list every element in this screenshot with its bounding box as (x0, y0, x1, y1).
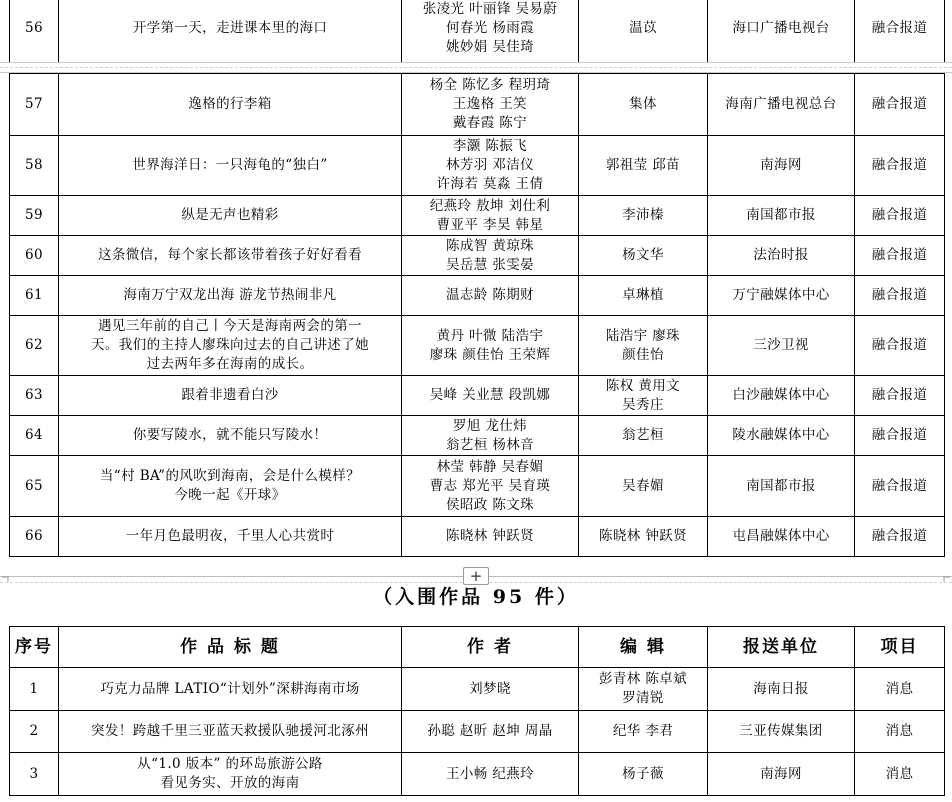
shortlisted-works-table (9, 626, 945, 796)
table-row (10, 136, 945, 196)
cell-no: 63 (10, 376, 59, 416)
cell-unit: 南国都市报 (708, 196, 855, 236)
cell-authors-line: 陈晓林 钟跃贤 (445, 528, 535, 544)
cell-editor-line: 罗清锐 (622, 690, 664, 706)
header-editor: 编 辑 (579, 627, 708, 668)
page-corner-marker-left (2, 574, 10, 582)
cell-authors-line: 王小畅 纪燕玲 (445, 765, 535, 782)
cell-authors (402, 136, 579, 196)
table-row (10, 711, 945, 753)
cell-authors-line: 纪燕玲 敖坤 刘仕利 (429, 197, 551, 214)
cell-authors-line: 曹亚平 李昊 韩星 (436, 216, 544, 233)
cell-editor-line: 纪华 李君 (612, 723, 674, 739)
header-category: 项目 (855, 627, 945, 668)
cell-category: 融合报道 (855, 456, 945, 517)
cell-authors (402, 668, 579, 711)
cell-unit: 海口广播电视台 (708, 0, 855, 67)
cell-title (59, 416, 402, 456)
cell-authors-line: 林莹 韩静 吴春媚 (436, 458, 544, 475)
cell-editor-line: 彭青林 陈卓斌 (598, 671, 688, 687)
table-row (10, 196, 945, 236)
table-row (10, 316, 945, 376)
cell-authors-line: 侯昭政 陈文珠 (445, 496, 535, 513)
cell-authors-line: 翁艺桓 杨林音 (445, 436, 535, 453)
cell-no: 62 (10, 316, 59, 376)
cell-authors-line: 戴春霞 陈宁 (452, 115, 528, 131)
cell-no: 2 (10, 711, 59, 753)
cell-no: 64 (10, 416, 59, 456)
cell-authors-line: 杨全 陈忆多 程玥琦 (429, 77, 551, 93)
cell-editor (579, 456, 708, 517)
cell-editor (579, 136, 708, 196)
cell-editor (579, 376, 708, 416)
cell-authors-line: 廖珠 颜佳怡 王荣辉 (429, 346, 551, 363)
header-title: 作 品 标 题 (59, 627, 402, 668)
page-separator (0, 62, 952, 73)
cell-no: 56 (10, 0, 59, 67)
cell-authors-line: 姚妙娟 吴佳琦 (445, 38, 535, 55)
header-unit: 报送单位 (708, 627, 855, 668)
cell-authors (402, 196, 579, 236)
cell-authors-line: 温志龄 陈期财 (445, 287, 535, 303)
cell-no: 61 (10, 276, 59, 316)
table-row (10, 74, 945, 136)
cell-no: 65 (10, 456, 59, 517)
cell-authors (402, 753, 579, 796)
cell-editor (579, 668, 708, 711)
cell-authors-line: 孙聪 赵昕 赵坤 周晶 (427, 723, 553, 739)
table-row (10, 668, 945, 711)
shortlist-section-title: （入围作品 95 件） (373, 586, 579, 608)
cell-editor-line: 卓琳植 (622, 287, 664, 303)
cell-unit: 海南广播电视总台 (708, 74, 855, 136)
cell-authors-line: 罗旭 龙仕炜 (452, 417, 528, 434)
table-row (10, 0, 945, 67)
cell-category: 融合报道 (855, 276, 945, 316)
cell-title-line: 过去两年多在海南的成长。 (146, 356, 314, 372)
cell-no: 57 (10, 74, 59, 136)
cell-title (59, 0, 402, 67)
cell-unit: 法治时报 (708, 236, 855, 276)
cell-editor-line: 颜佳怡 (622, 346, 664, 363)
cell-unit: 三亚传媒集团 (708, 711, 855, 753)
cell-authors-line: 吴峰 关业慧 段凯娜 (429, 387, 551, 403)
cell-category: 融合报道 (855, 136, 945, 196)
table-row (10, 753, 945, 796)
cell-authors-line: 陈成智 黄琼珠 (445, 237, 535, 254)
cell-title (59, 196, 402, 236)
cell-title-line: 今晚一起《开球》 (174, 487, 286, 503)
cell-editor-line: 杨文华 (622, 247, 664, 263)
cell-editor (579, 0, 708, 67)
cell-title-line: 纵是无声也精彩 (181, 207, 279, 223)
cell-authors-line: 许海若 莫淼 王倩 (436, 176, 544, 192)
cell-editor-line: 陆浩宇 廖珠 (605, 327, 681, 344)
cell-unit: 万宁融媒体中心 (708, 276, 855, 316)
cell-no: 58 (10, 136, 59, 196)
cell-unit: 南国都市报 (708, 456, 855, 517)
cell-authors-line: 黄丹 叶微 陆浩宇 (436, 327, 544, 344)
cell-title-line: 你要写陵水，就不能只写陵水！ (132, 427, 328, 443)
cell-title-line: 这条微信，每个家长都该带着孩子好好看看 (97, 247, 363, 263)
cell-no: 3 (10, 753, 59, 796)
cell-editor-line: 杨子薇 (622, 765, 664, 782)
cell-authors-line: 刘梦晓 (469, 680, 511, 697)
cell-title-line: 一年月色最明夜，千里人心共赏时 (125, 528, 335, 544)
cell-category: 融合报道 (855, 517, 945, 557)
cell-authors-line: 张凌光 叶丽锋 吴易蔚 (422, 0, 558, 17)
cell-category: 融合报道 (855, 316, 945, 376)
cell-authors (402, 74, 579, 136)
cell-unit: 海南日报 (708, 668, 855, 711)
cell-authors (402, 316, 579, 376)
cell-editor (579, 196, 708, 236)
cell-editor-line: 温苡 (629, 19, 657, 36)
cell-editor (579, 416, 708, 456)
cell-editor-line: 陈权 黄用文 (605, 377, 681, 394)
cell-editor (579, 753, 708, 796)
cell-no: 1 (10, 668, 59, 711)
cell-title (59, 456, 402, 517)
cell-no: 59 (10, 196, 59, 236)
table-row (10, 236, 945, 276)
cell-authors (402, 276, 579, 316)
cell-authors (402, 416, 579, 456)
cell-category: 消息 (855, 753, 945, 796)
cell-authors-line: 曹志 郑光平 吴育瑛 (429, 477, 551, 494)
cell-editor-line: 集体 (629, 96, 657, 112)
cell-no: 60 (10, 236, 59, 276)
cell-editor (579, 711, 708, 753)
cell-category: 融合报道 (855, 196, 945, 236)
cell-title (59, 376, 402, 416)
cell-category: 消息 (855, 668, 945, 711)
cell-title (59, 74, 402, 136)
table-row (10, 376, 945, 416)
cell-editor (579, 236, 708, 276)
cell-title-line: 逸格的行李箱 (188, 96, 272, 112)
cell-unit: 三沙卫视 (708, 316, 855, 376)
cell-title-line: 世界海洋日：一只海龟的“独白” (132, 157, 328, 173)
table-row (10, 416, 945, 456)
table-row (10, 456, 945, 517)
cell-title (59, 276, 402, 316)
cell-editor (579, 316, 708, 376)
table-row (10, 276, 945, 316)
cell-category: 消息 (855, 711, 945, 753)
cell-editor-line: 李沛榛 (622, 207, 664, 223)
header-authors: 作 者 (402, 627, 579, 668)
cell-title-line: 天。我们的主持人廖珠向过去的自己讲述了她 (91, 337, 369, 353)
cell-authors (402, 376, 579, 416)
cell-authors (402, 236, 579, 276)
cell-title (59, 316, 402, 376)
cell-unit: 屯昌融媒体中心 (708, 517, 855, 557)
cell-category: 融合报道 (855, 74, 945, 136)
cell-editor (579, 74, 708, 136)
cell-title (59, 236, 402, 276)
cell-authors (402, 0, 579, 67)
cell-editor-line: 陈晓林 钟跃贤 (598, 528, 688, 544)
cell-title-line: 开学第一天，走进课本里的海口 (132, 19, 328, 36)
cell-category: 融合报道 (855, 236, 945, 276)
cell-title-line: 跟着非遗看白沙 (181, 387, 279, 403)
cell-title-line: 海南万宁双龙出海 游龙节热闹非凡 (123, 287, 337, 303)
cell-title (59, 753, 402, 796)
cell-editor-line: 吴春媚 (622, 477, 664, 494)
cell-unit: 南海网 (708, 136, 855, 196)
cell-editor-line: 吴秀庄 (622, 396, 664, 413)
cell-authors-line: 何春光 杨雨霞 (445, 19, 535, 36)
cell-authors (402, 711, 579, 753)
cell-title-line: 看见务实、开放的海南 (160, 775, 300, 791)
cell-unit: 白沙融媒体中心 (708, 376, 855, 416)
cell-authors (402, 517, 579, 557)
awarded-works-table (9, 73, 945, 557)
header-no: 序号 (10, 627, 59, 668)
cell-category: 融合报道 (855, 416, 945, 456)
cell-authors-line: 王逸格 王笑 (452, 96, 528, 112)
cell-title-line: 巧克力品牌 LATIO“计划外”深耕海南市场 (100, 680, 360, 697)
cell-title (59, 711, 402, 753)
cell-title (59, 668, 402, 711)
cell-no: 66 (10, 517, 59, 557)
cell-editor (579, 276, 708, 316)
table-row (10, 517, 945, 557)
add-page-button[interactable]: + (463, 567, 489, 585)
cell-editor-line: 翁艺桓 (622, 427, 664, 443)
cell-title-line: 遇见三年前的自己丨今天是海南两会的第一 (97, 318, 363, 334)
cell-title-line: 当“村 BA”的风吹到海南，会是什么模样？ (99, 468, 361, 484)
table-header-row (10, 627, 945, 668)
cell-title-line: 从“1.0 版本” 的环岛旅游公路 (137, 756, 323, 772)
cell-title (59, 517, 402, 557)
cell-unit: 南海网 (708, 753, 855, 796)
cell-unit: 陵水融媒体中心 (708, 416, 855, 456)
cell-category: 融合报道 (855, 0, 945, 67)
cell-title (59, 136, 402, 196)
awarded-works-table-top (9, 0, 945, 67)
cell-category: 融合报道 (855, 376, 945, 416)
cell-editor (579, 517, 708, 557)
cell-authors-line: 李灏 陈振飞 (452, 138, 528, 154)
cell-authors-line: 林芳羽 邓洁仪 (445, 157, 535, 173)
cell-editor-line: 郭祖莹 邱苗 (605, 157, 681, 173)
page-corner-marker-right (942, 574, 950, 582)
cell-authors-line: 吴岳慧 张雯晏 (445, 256, 535, 273)
cell-authors (402, 456, 579, 517)
cell-title-line: 突发！跨越千里三亚蓝天救援队驰援河北涿州 (91, 723, 369, 739)
